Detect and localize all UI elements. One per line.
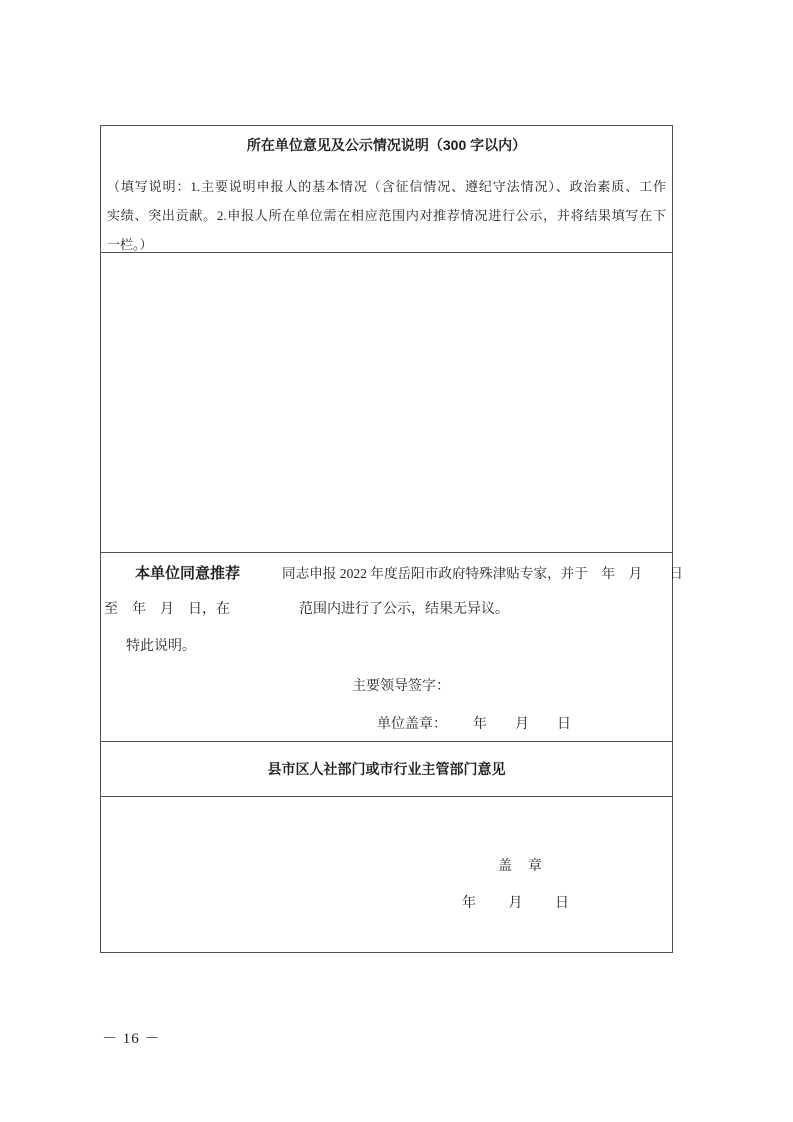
row-dept-seal-area [101,797,672,961]
consent-line-2 [101,600,672,620]
consent-line-3 [101,637,672,657]
row-dept-opinion-header [101,742,672,797]
unit-opinion-blank-area [101,253,672,553]
dept-seal-label: 盖 章 [498,859,543,874]
unit-seal-date-blanks: 年 月 日 [473,717,571,732]
consent-closing-text: 特此说明。 [126,639,196,654]
row-consent-statement [101,553,684,742]
instruction-line-1: （填写说明：1.主要说明申报人的基本情况（含征信情况、遵纪守法情况）、政治素质、工作 [107,179,666,194]
dept-opinion-title: 县市区人社部门或市行业主管部门意见 [267,761,506,777]
dept-date-blanks: 年 月 日 [462,896,571,911]
consent-line-5 [101,715,672,735]
page-number: － 16 － [102,1031,161,1047]
leader-signature-label: 主要领导签字： [352,679,450,694]
instruction-line-2: 实绩、突出贡献。2.申报人所在单位需在相应范围内对推荐情况进行公示，并将结果填写在下 [107,208,666,223]
section-title: 所在单位意见及公示情况说明（300 字以内） [246,137,527,153]
fill-instructions [101,172,672,259]
consent-line-2-result: 范围内进行了公示，结果无异议。 [299,602,509,617]
instruction-line-3: 一栏。） [107,237,153,252]
consent-lead-text: 本单位同意推荐 [135,565,241,582]
consent-line-4 [101,677,672,697]
consent-line-2-dates: 至 年 月 日，在 [104,602,230,617]
unit-seal-label: 单位盖章： [377,717,447,732]
consent-line-1 [101,564,684,584]
consent-line-1-rest: 同志申报 2022 年度岳阳市政府特殊津贴专家，并于 年 月 日 [282,566,684,581]
unit-opinion-form-table [100,125,684,953]
row-title-and-instructions [101,135,672,253]
